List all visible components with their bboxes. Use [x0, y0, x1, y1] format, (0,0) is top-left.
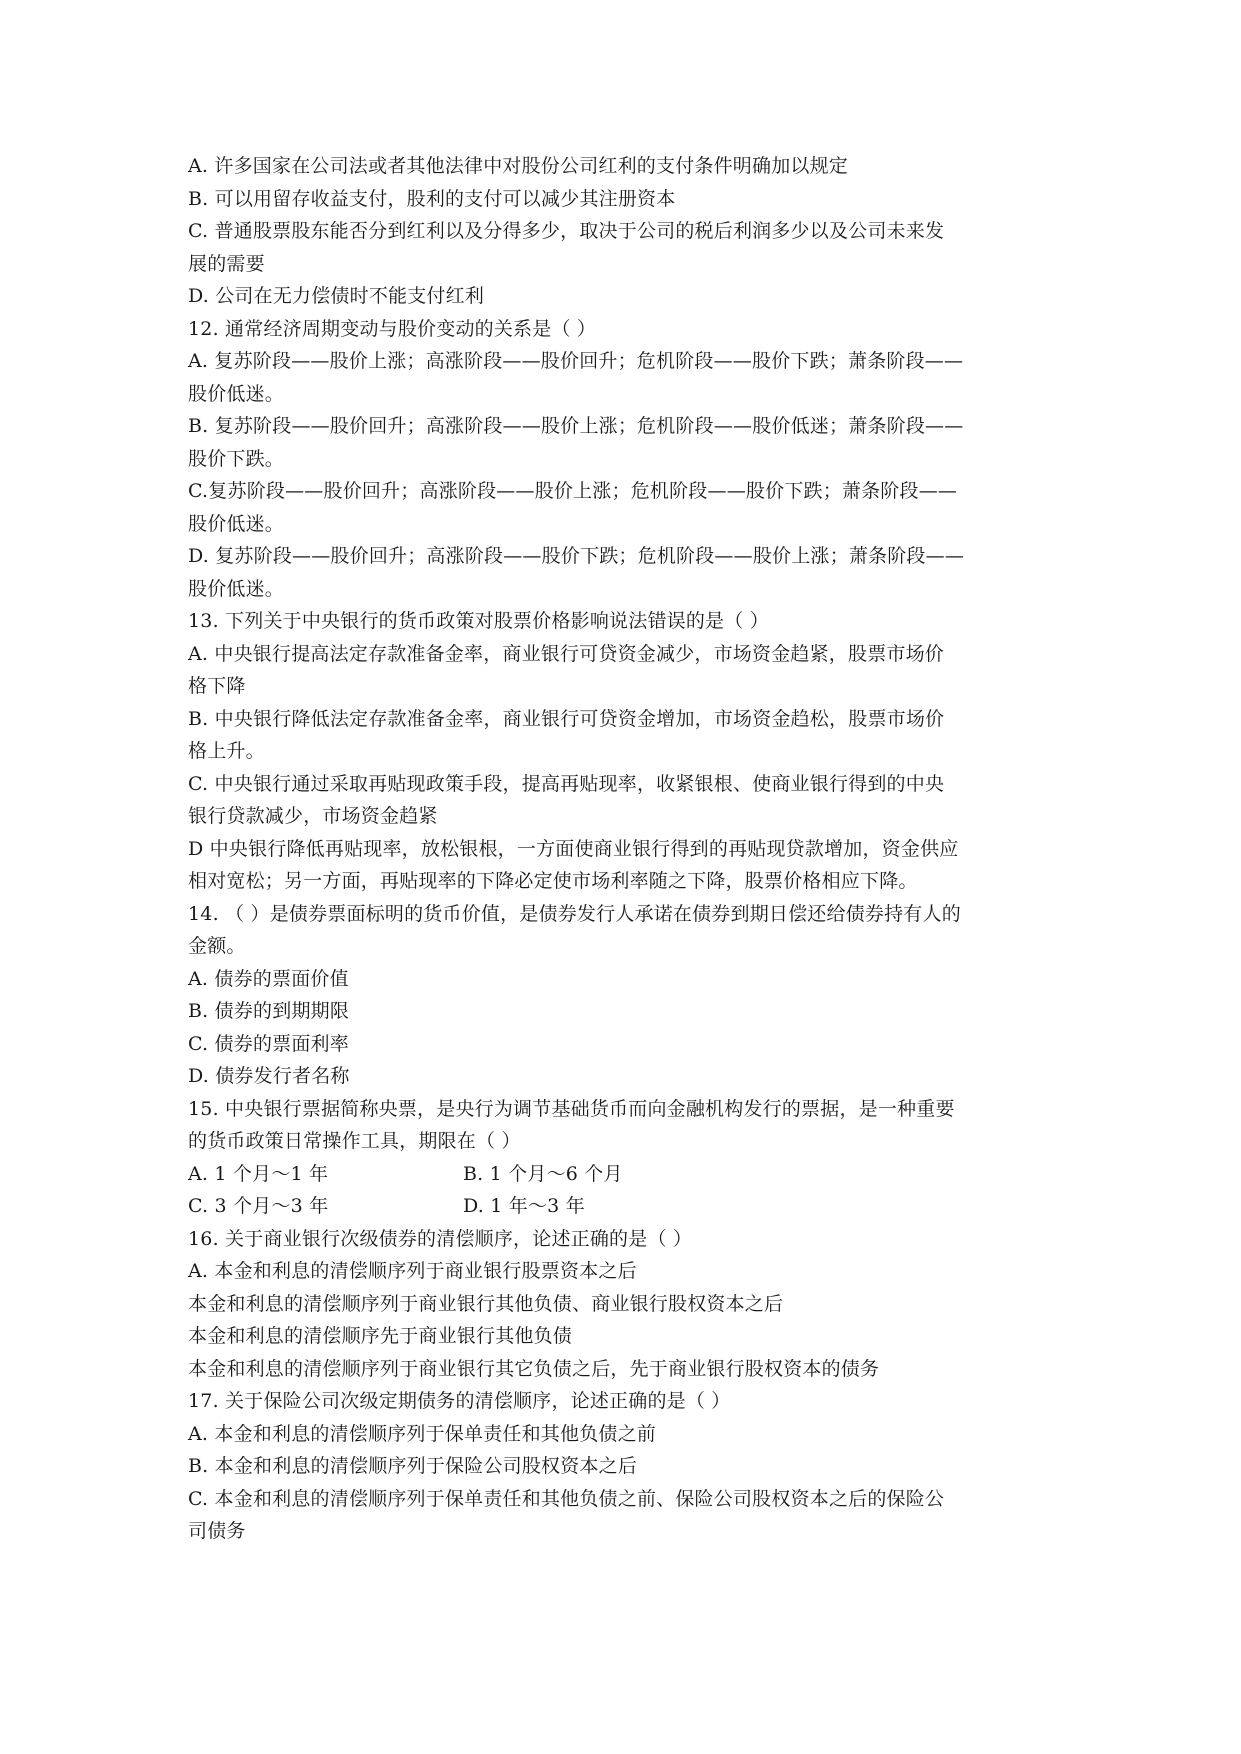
option-b: B. 可以用留存收益支付，股利的支付可以减少其注册资本: [188, 187, 676, 210]
option-d: D. 债券发行者名称: [188, 1065, 350, 1087]
question-15: [188, 1093, 1088, 1223]
option-a: A. 复苏阶段——股价上涨；高涨阶段——股价回升；危机阶段——股价下跌；萧条阶段——: [188, 350, 964, 372]
option-a: A. 许多国家在公司法或者其他法律中对股份公司红利的支付条件明确加以规定: [188, 155, 849, 177]
question-text-continued: 金额。: [188, 935, 246, 957]
option-c: 本金和利息的清偿顺序先于商业银行其他负债: [188, 1325, 573, 1347]
option-a: A. 本金和利息的清偿顺序列于保单责任和其他负债之前: [188, 1422, 657, 1445]
option-c: C. 中央银行通过采取再贴现政策手段，提高再贴现率，收紧银根、使商业银行得到的中央: [188, 772, 945, 795]
option-b-continued: 股价下跌。: [188, 447, 285, 470]
question-text: 17. 关于保险公司次级定期债务的清偿顺序，论述正确的是（ ）: [188, 1390, 731, 1412]
question-12: [188, 313, 1088, 606]
option-d: 本金和利息的清偿顺序列于商业银行其它负债之后，先于商业银行股权资本的债务: [188, 1357, 880, 1380]
option-c: C. 债券的票面利率: [188, 1032, 349, 1055]
option-a: A. 债券的票面价值: [188, 967, 349, 990]
option-b: B. 中央银行降低法定存款准备金率，商业银行可贷资金增加，市场资金趋松，股票市场价: [188, 707, 945, 730]
option-b: B. 1 个月～6 个月: [463, 1162, 623, 1185]
question-17: [188, 1385, 1088, 1548]
option-d: D. 复苏阶段——股价回升；高涨阶段——股价下跌；危机阶段——股价上涨；萧条阶段——: [188, 545, 965, 567]
question-text: 14. （ ）是债券票面标明的货币价值，是债券发行人承诺在债券到期日偿还给债券持有人的: [188, 902, 961, 925]
question-text-continued: 的货币政策日常操作工具，期限在（ ）: [188, 1130, 521, 1152]
option-d-continued: 股价低迷。: [188, 577, 285, 600]
option-a-continued: 格下降: [188, 675, 246, 697]
option-b: 本金和利息的清偿顺序列于商业银行其他负债、商业银行股权资本之后: [188, 1292, 784, 1315]
option-b-continued: 格上升。: [188, 740, 265, 762]
option-b: B. 本金和利息的清偿顺序列于保险公司股权资本之后: [188, 1455, 638, 1477]
option-d: D. 1 年～3 年: [463, 1195, 585, 1217]
option-a-continued: 股价低迷。: [188, 382, 285, 405]
options-row-1: [188, 1158, 1088, 1191]
option-c-continued: 股价低迷。: [188, 512, 285, 535]
option-c-continued: 银行贷款减少，市场资金趋紧: [188, 805, 438, 827]
option-c: C. 普通股票股东能否分到红利以及分得多少，取决于公司的税后利润多少以及公司未来发: [188, 220, 945, 242]
document-page: [188, 150, 1088, 1548]
question-text: 13. 下列关于中央银行的货币政策对股票价格影响说法错误的是（ ）: [188, 610, 769, 632]
options-row-2: [188, 1190, 1088, 1223]
question-text: 15. 中央银行票据简称央票，是央行为调节基础货币而向金融机构发行的票据，是一种重要: [188, 1097, 955, 1120]
question-text: 12. 通常经济周期变动与股价变动的关系是（ ）: [188, 317, 597, 340]
option-a: A. 中央银行提高法定存款准备金率，商业银行可贷资金减少，市场资金趋紧，股票市场价: [188, 642, 945, 665]
question-14: [188, 898, 1088, 1093]
option-d-continued: 相对宽松；另一方面，再贴现率的下降必定使市场利率随之下降，股票价格相应下降。: [188, 870, 918, 892]
option-b: B. 债券的到期期限: [188, 1000, 350, 1022]
option-b: B. 复苏阶段——股价回升；高涨阶段——股价上涨；危机阶段——股价低迷；萧条阶段——: [188, 415, 964, 437]
option-c: C.复苏阶段——股价回升；高涨阶段——股价上涨；危机阶段——股价下跌；萧条阶段——: [188, 480, 958, 502]
option-d: D. 公司在无力偿债时不能支付红利: [188, 285, 485, 307]
question-13: [188, 605, 1088, 898]
question-16: [188, 1223, 1088, 1386]
option-c-continued: 司债务: [188, 1520, 246, 1542]
option-c: C. 3 个月～3 年: [188, 1195, 329, 1217]
question-11-options: [188, 150, 1088, 313]
option-c-continued: 展的需要: [188, 252, 265, 275]
option-a: A. 1 个月～1 年: [188, 1162, 329, 1185]
option-c: C. 本金和利息的清偿顺序列于保单责任和其他负债之前、保险公司股权资本之后的保险公: [188, 1487, 945, 1510]
option-a: A. 本金和利息的清偿顺序列于商业银行股票资本之后: [188, 1260, 637, 1282]
question-text: 16. 关于商业银行次级债券的清偿顺序，论述正确的是（ ）: [188, 1227, 693, 1250]
option-d: D 中央银行降低再贴现率，放松银根，一方面使商业银行得到的再贴现贷款增加，资金供应: [188, 837, 959, 860]
